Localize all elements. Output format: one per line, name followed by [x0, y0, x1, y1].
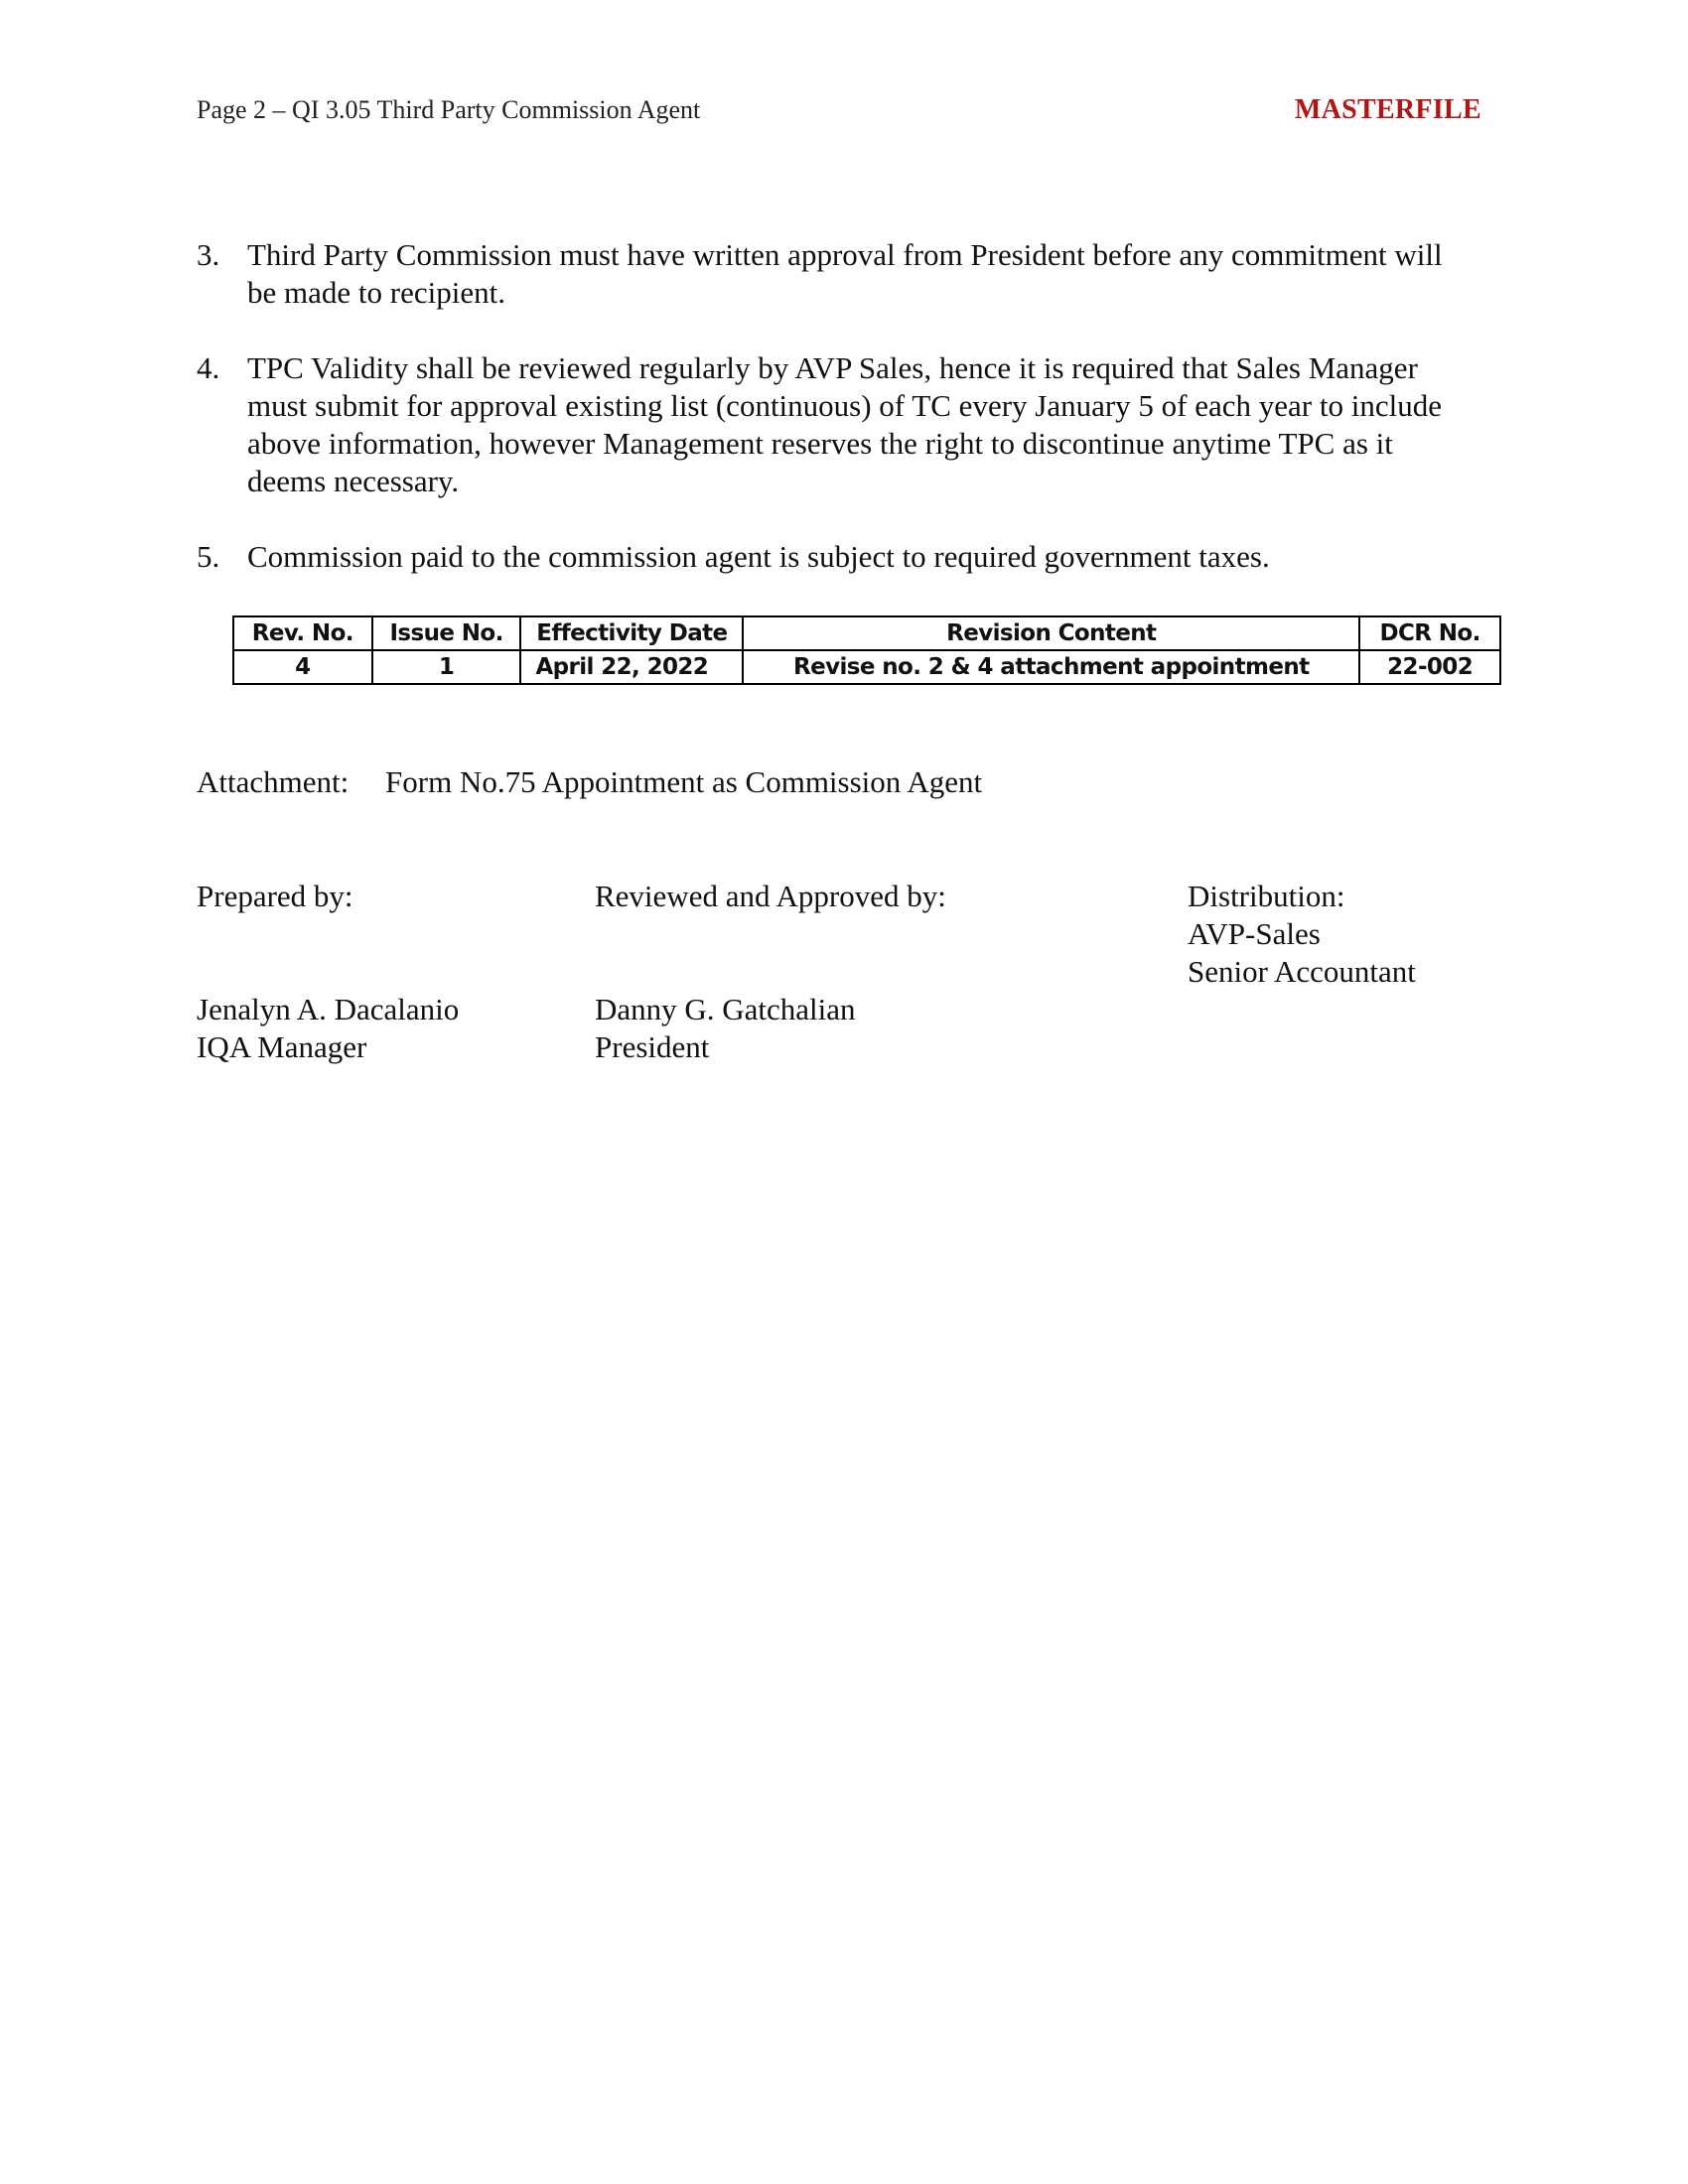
- distribution-label: Distribution:: [1188, 879, 1345, 913]
- attachment-line: [197, 764, 982, 800]
- list-item-number: 5.: [197, 539, 220, 574]
- cell-dcr-no: 22-002: [1359, 650, 1500, 684]
- header-rev-no: Rev. No.: [233, 616, 372, 650]
- distribution-recipient: AVP-Sales: [1188, 916, 1321, 951]
- prepared-by-label: Prepared by:: [197, 879, 353, 913]
- list-item-text: TPC Validity shall be reviewed regularly by AVP Sales, hence it is required that Sales Manager must submit for approval existing list (continuous) of TC every January 5 of each year to include above information, however Management reserves the right to discontinue anytime TPC as it deems necessary.: [247, 350, 1442, 498]
- header-dcr-no: DCR No.: [1359, 616, 1500, 650]
- masterfile-stamp: MASTERFILE: [1294, 94, 1481, 125]
- revision-table: [232, 615, 1501, 685]
- list-item-number: 4.: [197, 350, 220, 385]
- reviewed-by-label: Reviewed and Approved by:: [595, 879, 946, 913]
- list-item: [197, 538, 1477, 576]
- distribution-recipient: Senior Accountant: [1188, 954, 1416, 989]
- header-effectivity-date: Effectivity Date: [520, 616, 743, 650]
- reviewed-by-block: [595, 878, 946, 1066]
- cell-rev-no: 4: [233, 650, 372, 684]
- cell-revision-content: Revise no. 2 & 4 attachment appointment: [743, 650, 1359, 684]
- list-item-number: 3.: [197, 237, 220, 272]
- list-item: [197, 236, 1477, 312]
- prepared-by-block: [197, 878, 459, 1066]
- attachment-value: Form No.75 Appointment as Commission Agent: [385, 764, 983, 799]
- prepared-by-title: IQA Manager: [197, 1029, 367, 1064]
- page-header-label: Page 2 – QI 3.05 Third Party Commission Agent: [197, 95, 701, 124]
- reviewed-by-name: Danny G. Gatchalian: [595, 992, 856, 1026]
- table-header-row: [233, 616, 1500, 650]
- list-item-text: Commission paid to the commission agent is subject to required government taxes.: [247, 539, 1270, 574]
- prepared-by-name: Jenalyn A. Dacalanio: [197, 992, 460, 1026]
- table-row: [233, 650, 1500, 684]
- list-item: [197, 349, 1477, 500]
- reviewed-by-title: President: [595, 1029, 710, 1064]
- header-issue-no: Issue No.: [372, 616, 521, 650]
- numbered-list: [197, 236, 1477, 614]
- header-revision-content: Revision Content: [743, 616, 1359, 650]
- distribution-block: [1188, 878, 1416, 991]
- attachment-label: Attachment:: [197, 764, 350, 799]
- cell-issue-no: 1: [372, 650, 521, 684]
- cell-effectivity-date: April 22, 2022: [520, 650, 743, 684]
- list-item-text: Third Party Commission must have written approval from President before any commitment will be made to recipient.: [247, 237, 1443, 310]
